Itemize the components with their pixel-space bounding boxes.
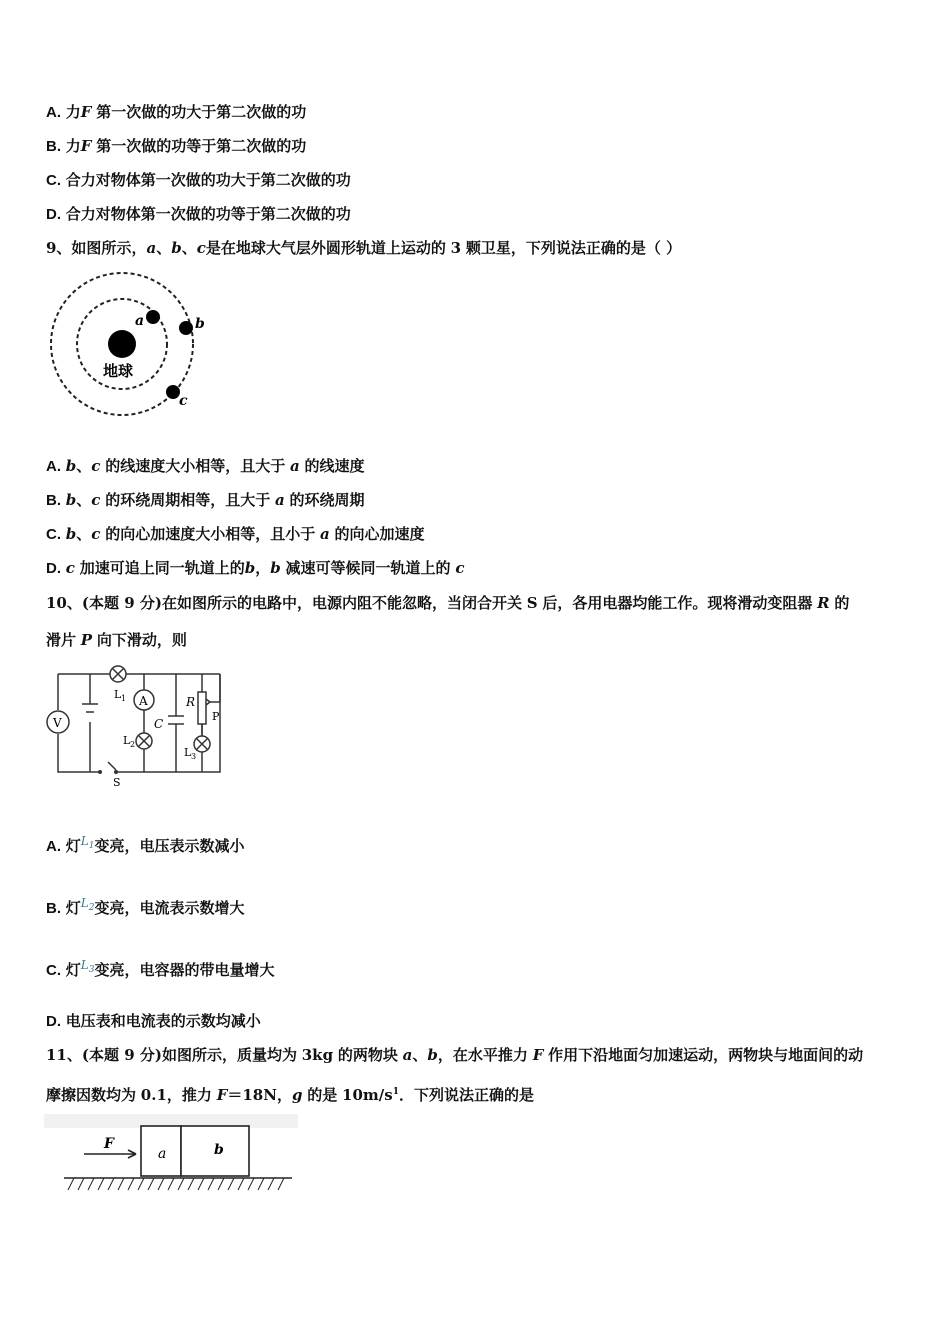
q11-stem-line1: 11、(本题 9 分)如图所示，质量均为 3kg 的两物块 a、b，在水平推力 F 作用下沿地面匀加速运动，两物块与地面间的动	[46, 1046, 864, 1064]
svg-text:L: L	[123, 734, 131, 747]
satellite-b	[179, 321, 193, 335]
q10-option-d: D. 电压表和电流表的示数均减小	[46, 1012, 261, 1030]
lamp-l2-symbol: L2	[80, 896, 95, 913]
q10-option-c: C. 灯$^{L_3}$变亮，电容器的带电量增大	[46, 958, 275, 979]
q8-option-d: D. 合力对物体第一次做的功等于第二次做的功	[46, 205, 351, 223]
satellite-b-label: b	[195, 316, 205, 332]
svg-text:S: S	[113, 776, 121, 789]
q9-option-d: D. c 加速可追上同一轨道上的b，b 减速可等候同一轨道上的 c	[46, 559, 465, 577]
svg-text:C: C	[154, 717, 164, 731]
svg-text:1: 1	[121, 694, 127, 703]
lamp-l1-symbol: L1	[80, 834, 95, 851]
svg-text:L: L	[184, 746, 192, 759]
satellite-c-label: c	[179, 393, 188, 409]
q9-option-b: B. b、c 的环绕周期相等，且大于 a 的环绕周期	[46, 491, 365, 509]
satellite-orbit-figure	[44, 268, 224, 428]
q8-option-a: A. 力F 第一次做的功大于第二次做的功	[46, 103, 307, 121]
svg-text:L: L	[114, 688, 122, 701]
q9-stem: 9、如图所示，a、b、c是在地球大气层外圆形轨道上运动的 3 颗卫星，下列说法正确的是（ ）	[46, 239, 682, 257]
q10-option-b: B. 灯$^{L_2}$变亮，电流表示数增大	[46, 896, 245, 917]
satellite-a	[146, 310, 160, 324]
q8-option-c: C. 合力对物体第一次做的功大于第二次做的功	[46, 171, 351, 189]
satellite-a-label: a	[135, 313, 145, 329]
q9-option-c: C. b、c 的向心加速度大小相等，且小于 a 的向心加速度	[46, 525, 425, 543]
satellite-c	[166, 385, 180, 399]
circuit-figure	[44, 662, 234, 792]
svg-text:3: 3	[191, 752, 197, 761]
svg-text:2: 2	[130, 740, 136, 749]
svg-text:R: R	[186, 695, 196, 709]
blocks-figure	[44, 1114, 298, 1196]
svg-text:F: F	[104, 1136, 114, 1152]
q10-stem-line2: 滑片 P 向下滑动，则	[46, 631, 187, 649]
q11-stem-line2: 摩擦因数均为 0.1，推力 F＝18N，g 的是 $10m/s^1$．下列说法正确的是	[46, 1086, 534, 1104]
earth-icon	[108, 330, 136, 358]
svg-text:P: P	[212, 710, 220, 723]
earth-label: 地球	[103, 362, 134, 380]
svg-text:a: a	[158, 1146, 167, 1162]
lamp-l3-symbol: L3	[80, 958, 95, 975]
q8-option-b: B. 力F 第一次做的功等于第二次做的功	[46, 137, 307, 155]
q9-option-a: A. b、c 的线速度大小相等，且大于 a 的线速度	[46, 457, 365, 475]
svg-text:A: A	[139, 694, 148, 708]
q10-stem-line1: 10、(本题 9 分)在如图所示的电路中，电源内阻不能忽略，当闭合开关 S 后，各用电器均能工作。现将滑动变阻器 R 的	[46, 594, 850, 612]
svg-text:V: V	[53, 716, 62, 730]
svg-text:b: b	[214, 1142, 224, 1158]
q10-option-a: A. 灯$^{L_1}$变亮，电压表示数减小	[46, 834, 245, 855]
